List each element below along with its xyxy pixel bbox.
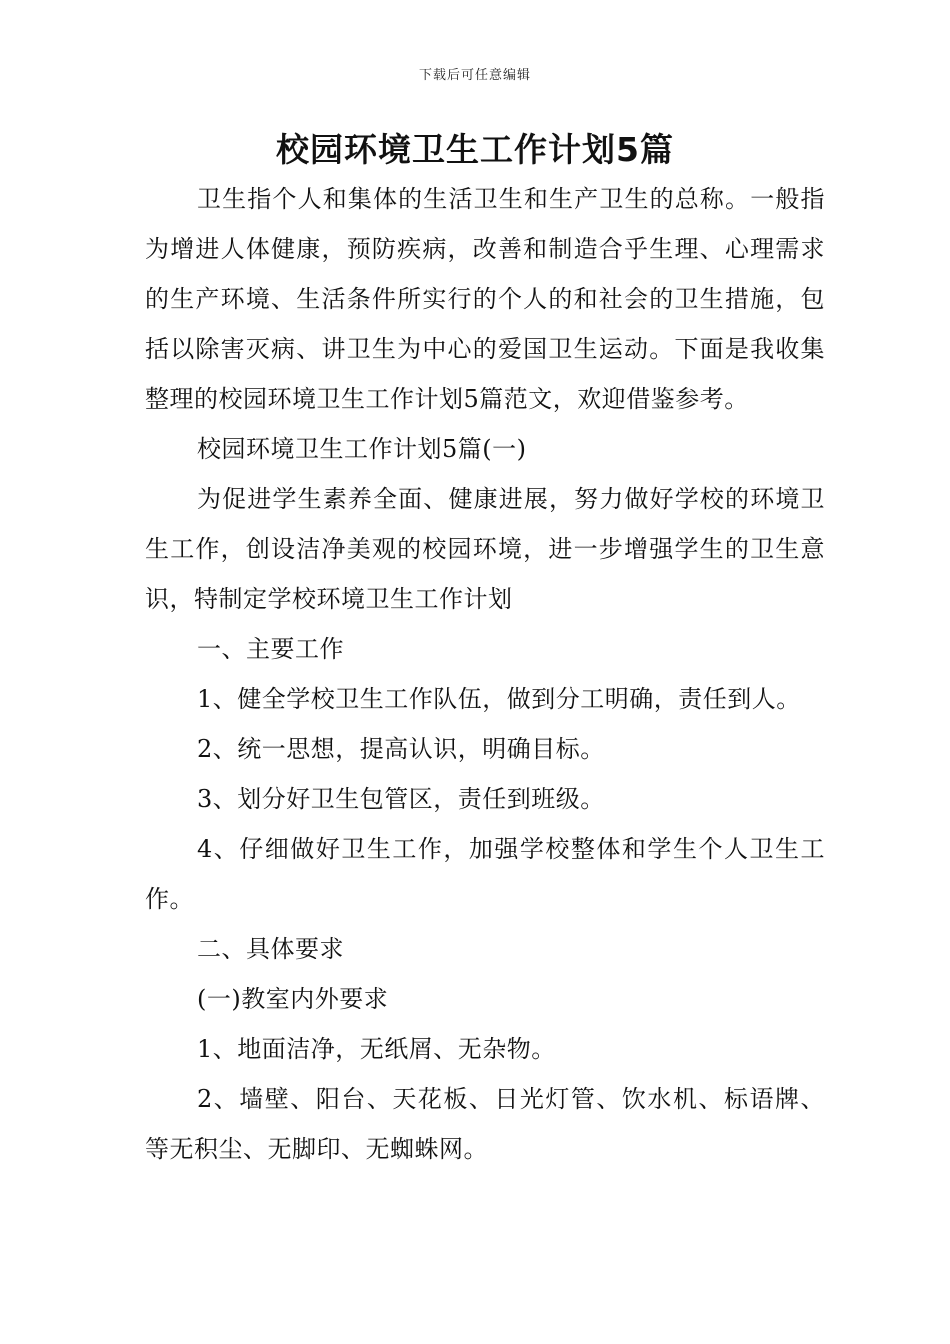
document-title: 校园环境卫生工作计划5篇: [276, 130, 674, 169]
document-body: [145, 174, 825, 1174]
header-note: 下载后可任意编辑: [418, 68, 531, 83]
subheading-classroom: (一)教室内外要求: [197, 985, 389, 1013]
heading-specific-requirements: 二、具体要求: [197, 935, 344, 963]
classroom-item-1: 1、地面洁净，无纸屑、无杂物。: [197, 1035, 556, 1063]
heading-main-work: 一、主要工作: [197, 635, 344, 663]
intro-paragraph: 卫生指个人和集体的生活卫生和生产卫生的总称。一般指为增进人体健康，预防疾病，改善和制造合乎生理、心理需求的生产环境、生活条件所实行的个人的和社会的卫生措施，包括以除害灭病、讲卫生为中心的爱国卫生运动。下面是我收集整理的校园环境卫生工作计划5篇范文，欢迎借鉴参考。: [145, 185, 825, 413]
main-work-item-3: 3、划分好卫生包管区，责任到班级。: [197, 785, 605, 813]
main-work-item-4: 4、仔细做好卫生工作，加强学校整体和学生个人卫生工作。: [145, 835, 825, 913]
section-heading-plan-1: 校园环境卫生工作计划5篇(一): [197, 435, 527, 463]
main-work-item-1: 1、健全学校卫生工作队伍，做到分工明确，责任到人。: [197, 685, 801, 713]
main-work-item-2: 2、统一思想，提高认识，明确目标。: [197, 735, 605, 763]
plan-intro-paragraph: 为促进学生素养全面、健康进展，努力做好学校的环境卫生工作，创设洁净美观的校园环境，进一步增强学生的卫生意识，特制定学校环境卫生工作计划: [145, 485, 825, 613]
classroom-item-2: 2、墙壁、阳台、天花板、日光灯管、饮水机、标语牌、等无积尘、无脚印、无蜘蛛网。: [145, 1085, 825, 1163]
